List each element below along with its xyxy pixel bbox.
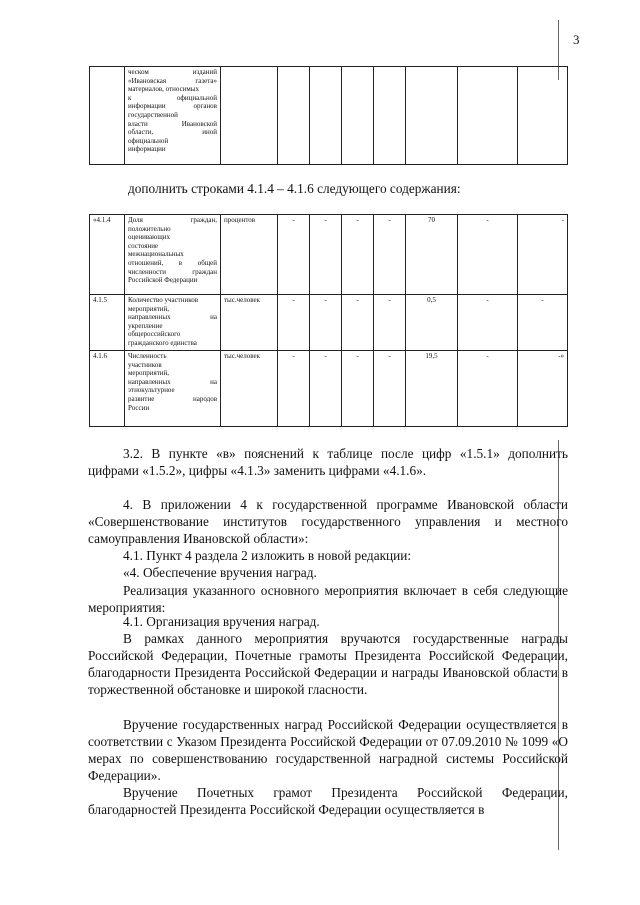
top-table-cell: [406, 67, 458, 165]
value-cell: -: [278, 295, 310, 351]
top-table-cell: [342, 67, 374, 165]
indicator-line: оценивающих: [128, 233, 171, 242]
value-cell: -: [374, 351, 406, 427]
value-cell: -: [518, 295, 568, 351]
row-number: 4.1.5: [90, 295, 125, 351]
value-cell: -: [374, 295, 406, 351]
indicator-line: Российской Федерации: [128, 276, 198, 285]
top-table-cell: [221, 67, 278, 165]
indicator-line: Численность: [128, 352, 167, 360]
value-cell: 19,5: [406, 351, 458, 427]
indicator-line: этнокультурное: [128, 386, 175, 395]
top-table-line: государственной: [128, 110, 178, 119]
indicator-line: межнациональных: [128, 250, 184, 259]
indicator-line: участников: [128, 360, 162, 369]
paragraph-section-title: «4. Обеспечение вручения наград.: [123, 565, 317, 580]
top-table-line: области, иной: [128, 128, 217, 137]
indicator-name: [125, 215, 221, 295]
paragraph-state-awards: Вручение государственных наград Российской Федерации осуществляется в соответствии с Указом Президента Российской Федерации от 07.09.2010 № 1099 «О мерах по совершенствованию государственной наградной системы Российской Федерации».: [88, 717, 568, 783]
value-cell: -: [278, 351, 310, 427]
value-cell: -: [342, 295, 374, 351]
indicator-line: общероссийского: [128, 330, 181, 339]
indicator-line: направленных на: [128, 313, 217, 322]
paragraph-4: 4. В приложении 4 к государственной программе Ивановской области «Совершенствование институтов государственного управления и местного самоуправления Ивановской области»:: [88, 497, 568, 546]
paragraph-awards: В рамках данного мероприятия вручаются государственные награды Российской Федерации, Почетные грамоты Президента Российской Федерации, благодарности Президента Российской Федерации и награды Ивановской области в торжественной обстановке и широкой гласности.: [88, 631, 568, 697]
indicator-line: отношений, в общей: [128, 258, 217, 267]
top-table-line: ческом изданий: [128, 68, 217, 76]
paragraph-4-1: 4.1. Пункт 4 раздела 2 изложить в новой редакции:: [123, 548, 412, 563]
indicator-line: положительно: [128, 224, 171, 233]
indicators-table: [89, 214, 568, 427]
top-table-line: «Ивановская газета» материалов, относимых: [128, 76, 217, 94]
indicator-line: численности граждан: [128, 267, 217, 276]
indicator-line: России: [128, 403, 150, 412]
value-cell: -: [518, 215, 568, 295]
indicator-line: гражданского единства: [128, 338, 197, 347]
page-number: 3: [573, 32, 580, 47]
top-table-line: власти Ивановской: [128, 119, 217, 128]
indicator-line: мероприятий,: [128, 369, 170, 378]
value-cell: -: [458, 295, 518, 351]
value-cell: -: [310, 295, 342, 351]
top-table-text-cell: [125, 67, 221, 165]
value-cell: -: [278, 215, 310, 295]
indicator-line: состояние: [128, 241, 159, 250]
top-table: [89, 66, 568, 165]
value-cell: -: [458, 215, 518, 295]
value-cell: -: [374, 215, 406, 295]
value-cell: 0,5: [406, 295, 458, 351]
value-cell: -»: [518, 351, 568, 427]
indicator-line: укрепление: [128, 321, 163, 330]
top-table-line: информации органов: [128, 102, 217, 111]
value-cell: -: [342, 215, 374, 295]
table-row: [90, 295, 568, 351]
top-table-cell: [518, 67, 568, 165]
unit: процентов: [221, 215, 278, 295]
table-row: [90, 351, 568, 427]
indicator-line: направленных на: [128, 377, 217, 386]
indicator-line: Количество участников: [128, 296, 199, 304]
value-cell: 70: [406, 215, 458, 295]
paragraph-4-1-org: 4.1. Организация вручения наград.: [123, 614, 320, 629]
unit: тыс.человек: [221, 295, 278, 351]
top-table-cell: [278, 67, 310, 165]
top-table-cell: [374, 67, 406, 165]
intro-line: дополнить строками 4.1.4 – 4.1.6 следующего содержания:: [128, 181, 461, 196]
paragraph-realization: Реализация указанного основного мероприятия включает в себя следующие мероприятия:: [88, 583, 568, 615]
table-row: [90, 215, 568, 295]
indicator-line: мероприятий,: [128, 304, 170, 313]
row-number: «4.1.4: [90, 215, 125, 295]
top-table-cell: [458, 67, 518, 165]
indicator-line: развитие народов: [128, 394, 217, 403]
indicator-name: [125, 351, 221, 427]
paragraph-certificates: Вручение Почетных грамот Президента Российской Федерации, благодарностей Президента Российской Федерации осуществляется в: [88, 785, 568, 817]
row-number: 4.1.6: [90, 351, 125, 427]
top-table-line: информации: [128, 145, 166, 154]
top-table-cell: [310, 67, 342, 165]
indicator-name: [125, 295, 221, 351]
value-cell: -: [310, 351, 342, 427]
indicator-line: Доля граждан,: [128, 216, 217, 224]
top-table-num-cell: [90, 67, 125, 165]
value-cell: -: [342, 351, 374, 427]
value-cell: -: [458, 351, 518, 427]
value-cell: -: [310, 215, 342, 295]
top-table-line: к официальной: [128, 93, 217, 102]
unit: тыс.человек: [221, 351, 278, 427]
top-table-line: официальной: [128, 136, 169, 145]
paragraph-3-2: 3.2. В пункте «в» пояснений к таблице после цифр «1.5.1» дополнить цифрами «1.5.2», цифры «4.1.3» заменить цифрами «4.1.6».: [88, 446, 568, 478]
